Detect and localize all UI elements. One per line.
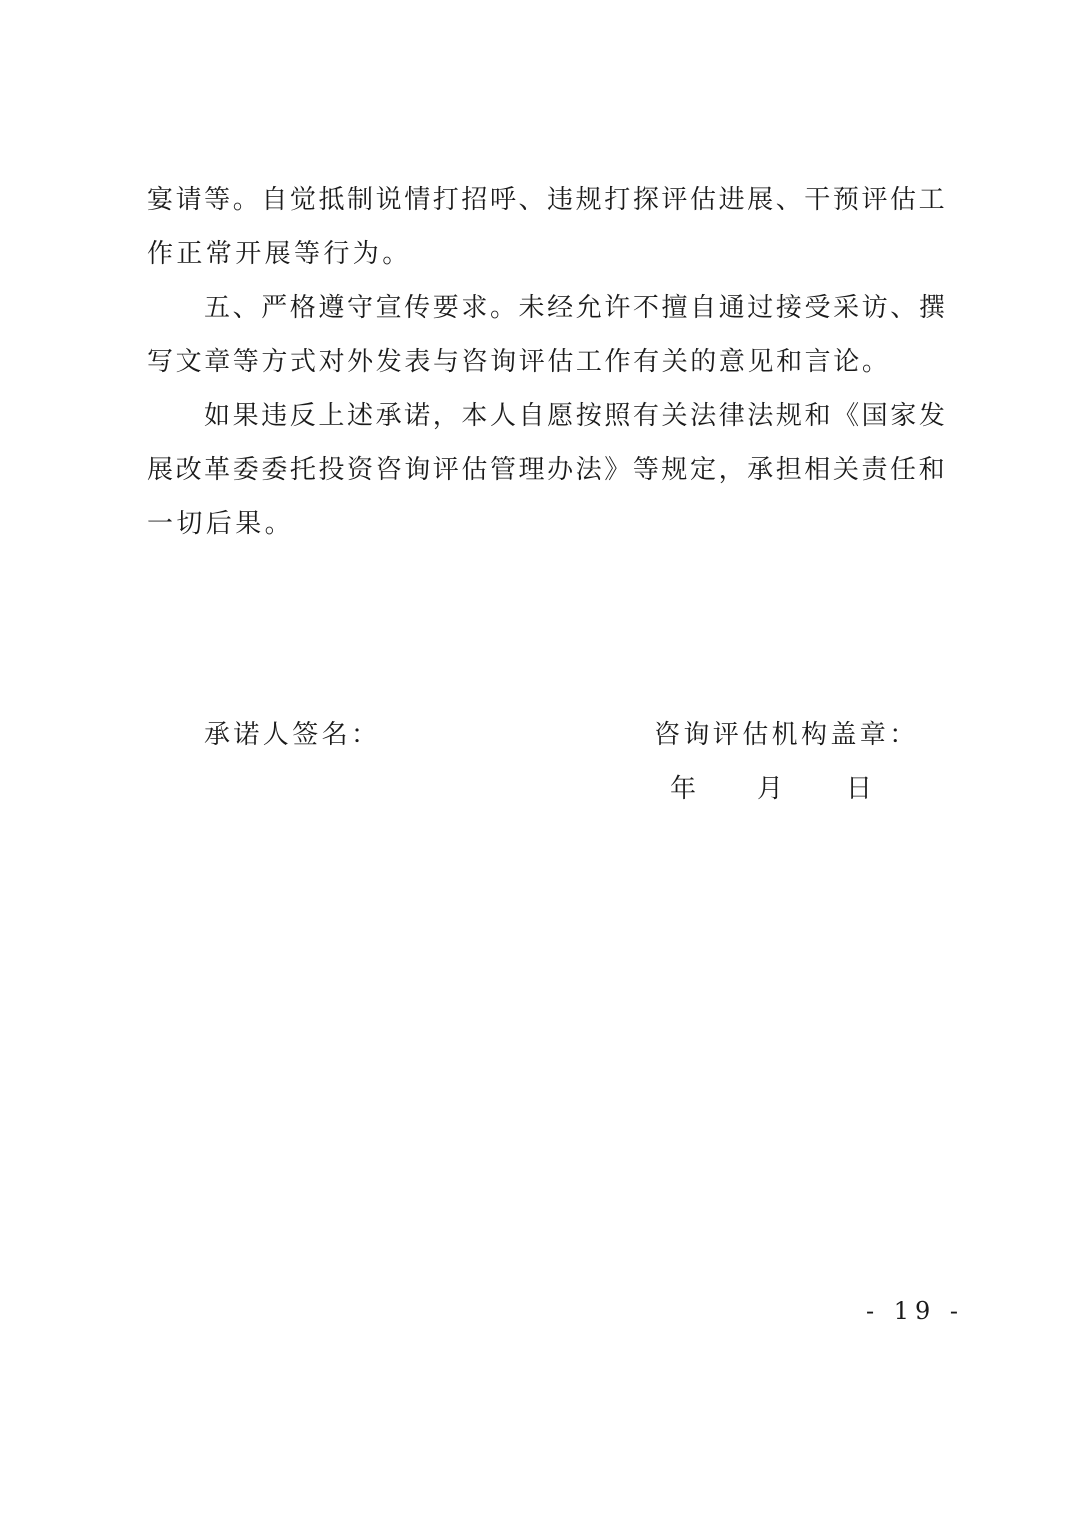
paragraph-line: 一切后果。	[147, 509, 295, 539]
page-number: - 19 -	[866, 1297, 965, 1325]
paragraph-line: 写 文 章 等 方 式 对 外 发 表 与 咨 询 评 估 工 作 有 关 的 意 见 和 言 论 。	[147, 347, 888, 377]
seal-label: 咨询评估机构盖章：	[654, 720, 919, 750]
paragraph-line: 展 改 革 委 委 托 投 资 咨 询 评 估 管 理 办 法 》 等 规 定 ， 承 担 相 关 责 任 和	[147, 455, 945, 485]
date-year: 年	[670, 774, 700, 804]
paragraph-line: 如 果 违 反 上 述 承 诺 ， 本 人 自 愿 按 照 有 关 法 律 法 规 和 《 国 家 发	[204, 401, 945, 431]
date-month: 月	[757, 774, 787, 804]
paragraph-line: 五 、 严 格 遵 守 宣 传 要 求 。 未 经 允 许 不 擅 自 通 过 接 受 采 访 、 撰	[204, 293, 945, 323]
date-day: 日	[846, 774, 876, 804]
paragraph-line: 宴 请 等 。 自 觉 抵 制 说 情 打 招 呼 、 违 规 打 探 评 估 进 展 、 干 预 评 估 工	[147, 185, 945, 215]
signer-label: 承诺人签名：	[204, 720, 381, 750]
paragraph-line: 作正常开展等行为。	[147, 239, 412, 269]
